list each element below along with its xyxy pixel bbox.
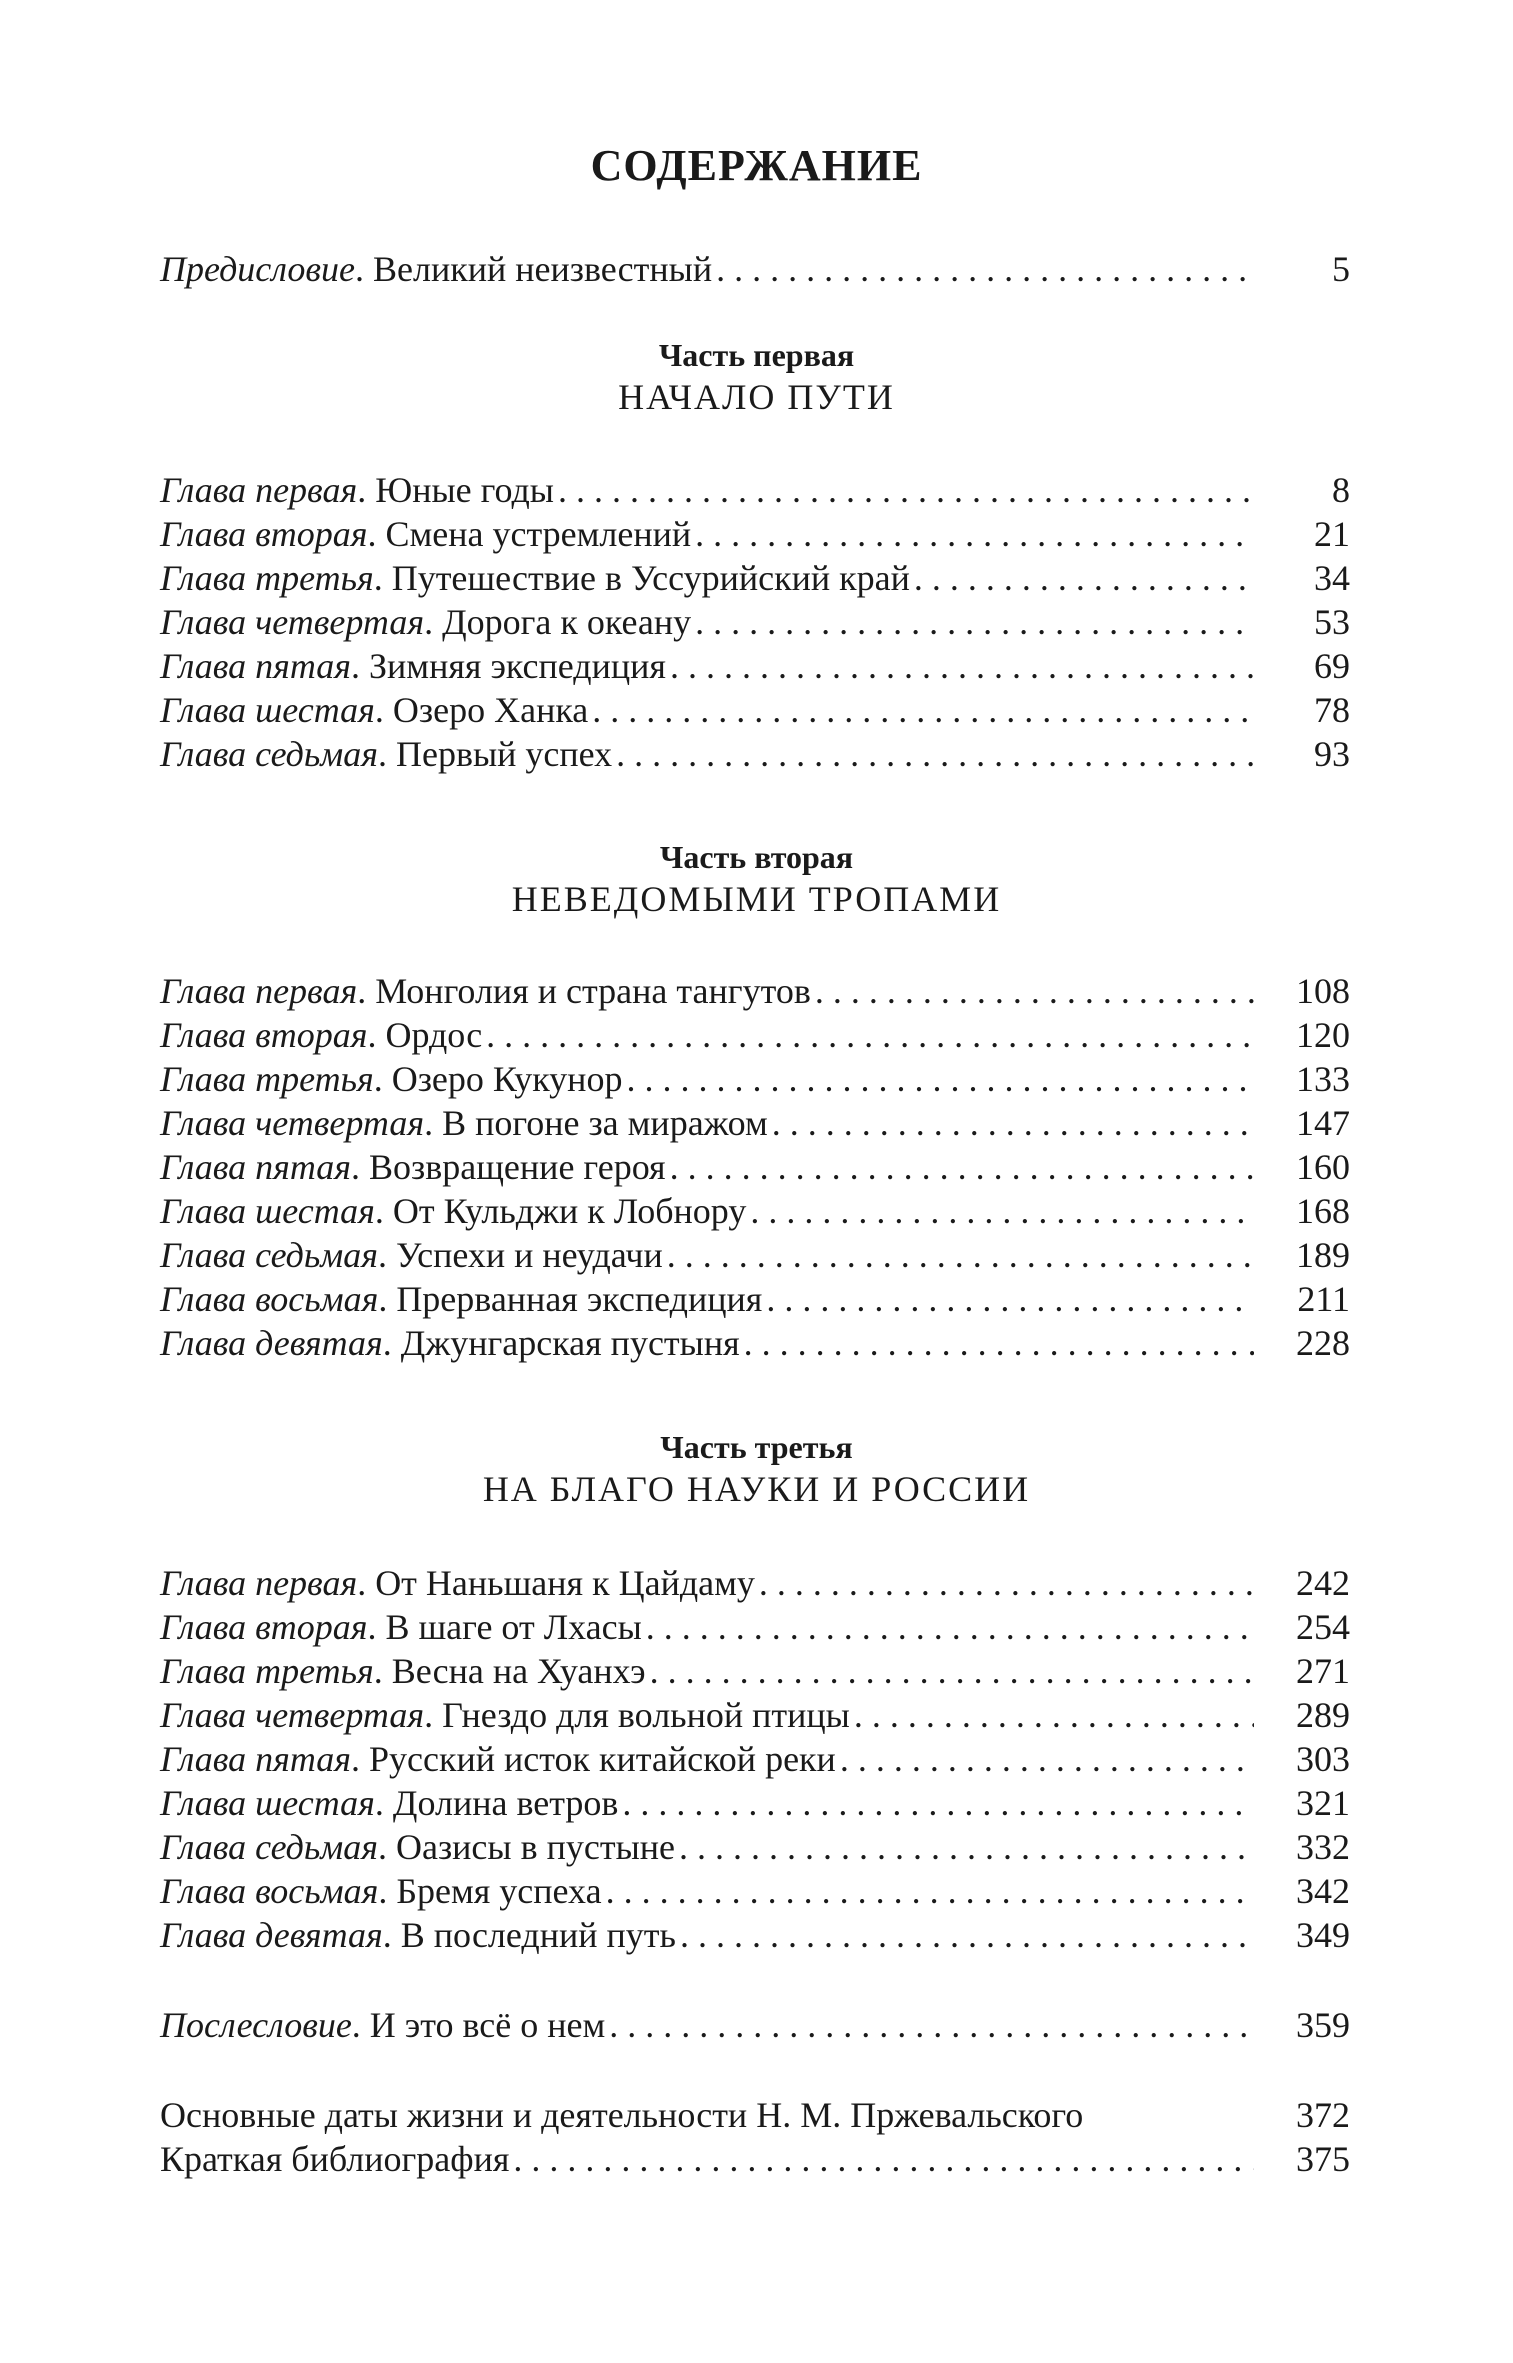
chapter-title: . Русский исток китайской реки bbox=[351, 1739, 836, 1779]
toc-row-chapter bbox=[160, 513, 1350, 557]
dot-leader bbox=[854, 1694, 1254, 1736]
afterword-block bbox=[160, 2004, 1350, 2048]
chapter-label: Глава четвертая bbox=[160, 1695, 425, 1735]
part-title: НЕВЕДОМЫМИ ТРОПАМИ bbox=[511, 879, 1002, 919]
toc-row-chapter bbox=[160, 1190, 1350, 1234]
page-number: 108 bbox=[1296, 971, 1350, 1011]
chapter-label: Глава вторая bbox=[160, 1015, 368, 1055]
chapter-title: . Озеро Ханка bbox=[374, 690, 589, 730]
chapter-label: Глава пятая bbox=[160, 1147, 351, 1187]
chapter-label: Глава седьмая bbox=[160, 734, 378, 774]
part-title: НАЧАЛО ПУТИ bbox=[618, 377, 895, 417]
page-number: 289 bbox=[1296, 1695, 1350, 1735]
toc-row-chapter bbox=[160, 1014, 1350, 1058]
toc-row-chapter bbox=[160, 557, 1350, 601]
page-number: 168 bbox=[1296, 1191, 1350, 1231]
chapter-label: Глава четвертая bbox=[160, 602, 425, 642]
preface-text: . Великий неизвестный bbox=[355, 249, 713, 289]
appendix-text: Краткая библиография bbox=[160, 2139, 510, 2179]
toc-row-chapter bbox=[160, 1606, 1350, 1650]
part-label: Часть вторая bbox=[659, 839, 854, 875]
chapter-label: Глава вторая bbox=[160, 514, 368, 554]
dot-leader bbox=[695, 601, 1254, 643]
page-title: СОДЕРЖАНИЕ bbox=[590, 141, 923, 190]
chapter-label: Глава первая bbox=[160, 1563, 358, 1603]
chapter-label: Глава вторая bbox=[160, 1607, 368, 1647]
dot-leader bbox=[650, 1650, 1254, 1692]
page-number: 5 bbox=[1332, 249, 1350, 289]
chapter-label: Глава шестая bbox=[160, 1783, 375, 1823]
toc-row-chapter bbox=[160, 733, 1350, 777]
page-number: 69 bbox=[1314, 646, 1350, 686]
toc-row-appendix bbox=[160, 2138, 1350, 2182]
toc-row-chapter bbox=[160, 1914, 1350, 1958]
chapter-title: . Зимняя экспедиция bbox=[351, 646, 666, 686]
chapter-label: Глава девятая bbox=[160, 1915, 383, 1955]
dot-leader bbox=[592, 689, 1254, 731]
dot-leader bbox=[750, 1190, 1254, 1232]
page-number: 349 bbox=[1296, 1915, 1350, 1955]
dot-leader bbox=[766, 1278, 1254, 1320]
chapter-title: . Весна на Хуанхэ bbox=[373, 1651, 646, 1691]
chapter-label: Глава первая bbox=[160, 971, 358, 1011]
page-number: 359 bbox=[1296, 2005, 1350, 2045]
chapter-title: . Ордос bbox=[367, 1015, 483, 1055]
chapter-title: . Долина ветров bbox=[374, 1783, 619, 1823]
page-number: 342 bbox=[1296, 1871, 1350, 1911]
toc-row-chapter bbox=[160, 1322, 1350, 1366]
chapter-title: . Озеро Кукунор bbox=[373, 1059, 623, 1099]
toc-row-chapter bbox=[160, 469, 1350, 513]
chapter-label: Глава пятая bbox=[160, 646, 351, 686]
page-number: 8 bbox=[1332, 470, 1350, 510]
dot-leader bbox=[716, 248, 1254, 290]
toc-row-chapter bbox=[160, 1562, 1350, 1606]
chapter-label: Глава седьмая bbox=[160, 1235, 378, 1275]
appendix-block bbox=[160, 2094, 1350, 2182]
preface-block bbox=[160, 248, 1350, 292]
part-heading-1 bbox=[0, 336, 1513, 420]
toc-row-chapter bbox=[160, 1146, 1350, 1190]
page-number: 321 bbox=[1296, 1783, 1350, 1823]
page-number: 78 bbox=[1314, 690, 1350, 730]
toc-row-chapter bbox=[160, 689, 1350, 733]
toc-row-chapter bbox=[160, 1738, 1350, 1782]
page-number: 242 bbox=[1296, 1563, 1350, 1603]
dot-leader bbox=[744, 1322, 1254, 1364]
dot-leader bbox=[840, 1738, 1254, 1780]
afterword-label: Послесловие bbox=[160, 2005, 352, 2045]
chapter-list-part-1 bbox=[160, 469, 1350, 777]
dot-leader bbox=[680, 1914, 1254, 1956]
page-number: 303 bbox=[1296, 1739, 1350, 1779]
chapter-title: . Возвращение героя bbox=[351, 1147, 666, 1187]
toc-row-appendix bbox=[160, 2094, 1350, 2138]
dot-leader bbox=[759, 1562, 1254, 1604]
chapter-title: . Оазисы в пустыне bbox=[377, 1827, 676, 1867]
chapter-title: . Прерванная экспедиция bbox=[378, 1279, 763, 1319]
toc-row-chapter bbox=[160, 1234, 1350, 1278]
chapter-title: . Джунгарская пустыня bbox=[382, 1323, 740, 1363]
dot-leader bbox=[914, 557, 1254, 599]
toc-row-chapter bbox=[160, 1278, 1350, 1322]
dot-leader bbox=[679, 1826, 1254, 1868]
page-number: 120 bbox=[1296, 1015, 1350, 1055]
dot-leader bbox=[670, 1146, 1254, 1188]
page-number: 332 bbox=[1296, 1827, 1350, 1867]
dot-leader bbox=[815, 970, 1254, 1012]
page-number: 93 bbox=[1314, 734, 1350, 774]
preface-label: Предисловие bbox=[160, 249, 356, 289]
chapter-title: . Бремя успеха bbox=[378, 1871, 602, 1911]
dot-leader bbox=[486, 1014, 1254, 1056]
part-label: Часть третья bbox=[660, 1429, 853, 1465]
page-number: 34 bbox=[1314, 558, 1350, 598]
chapter-label: Глава девятая bbox=[160, 1323, 383, 1363]
page-number: 147 bbox=[1296, 1103, 1350, 1143]
afterword-text: . И это всё о нем bbox=[351, 2005, 606, 2045]
toc-row-chapter bbox=[160, 1870, 1350, 1914]
chapter-list-part-3 bbox=[160, 1562, 1350, 1958]
dot-leader bbox=[558, 469, 1254, 511]
part-title: НА БЛАГО НАУКИ И РОССИИ bbox=[482, 1469, 1031, 1509]
toc-row-chapter bbox=[160, 1650, 1350, 1694]
toc-row-chapter bbox=[160, 1102, 1350, 1146]
chapter-title: . От Кульджи к Лобнору bbox=[374, 1191, 747, 1231]
dot-leader bbox=[616, 733, 1254, 775]
chapter-title: . От Наньшаня к Цайдаму bbox=[357, 1563, 755, 1603]
chapter-label: Глава шестая bbox=[160, 690, 375, 730]
dot-leader bbox=[609, 2004, 1254, 2046]
toc-row-chapter bbox=[160, 645, 1350, 689]
chapter-label: Глава седьмая bbox=[160, 1827, 378, 1867]
page-number: 372 bbox=[1296, 2095, 1350, 2135]
chapter-label: Глава четвертая bbox=[160, 1103, 425, 1143]
chapter-label: Глава пятая bbox=[160, 1739, 351, 1779]
chapter-title: . Юные годы bbox=[357, 470, 554, 510]
dot-leader bbox=[670, 645, 1254, 687]
dot-leader bbox=[622, 1782, 1254, 1824]
chapter-title: . Успехи и неудачи bbox=[377, 1235, 663, 1275]
chapter-title: . В шаге от Лхасы bbox=[367, 1607, 642, 1647]
toc-row-chapter bbox=[160, 601, 1350, 645]
page-number: 375 bbox=[1296, 2139, 1350, 2179]
page-number: 228 bbox=[1296, 1323, 1350, 1363]
chapter-label: Глава третья bbox=[160, 558, 374, 598]
page-number: 189 bbox=[1296, 1235, 1350, 1275]
part-label: Часть первая bbox=[658, 337, 855, 373]
dot-leader bbox=[646, 1606, 1254, 1648]
page-number: 133 bbox=[1296, 1059, 1350, 1099]
dot-leader bbox=[695, 513, 1254, 555]
dot-leader bbox=[513, 2138, 1254, 2180]
page-number: 21 bbox=[1314, 514, 1350, 554]
chapter-list-part-2 bbox=[160, 970, 1350, 1366]
chapter-title: . Монголия и страна тангутов bbox=[357, 971, 811, 1011]
page-number: 53 bbox=[1314, 602, 1350, 642]
page-number: 160 bbox=[1296, 1147, 1350, 1187]
page-number: 211 bbox=[1297, 1279, 1350, 1319]
chapter-label: Глава шестая bbox=[160, 1191, 375, 1231]
toc-row-afterword bbox=[160, 2004, 1350, 2048]
page-number: 254 bbox=[1296, 1607, 1350, 1647]
chapter-title: . В погоне за миражом bbox=[424, 1103, 768, 1143]
chapter-label: Глава третья bbox=[160, 1059, 374, 1099]
chapter-title: . Дорога к океану bbox=[424, 602, 692, 642]
toc-row-preface bbox=[160, 248, 1350, 292]
chapter-title: . Первый успех bbox=[377, 734, 613, 774]
chapter-label: Глава первая bbox=[160, 470, 358, 510]
chapter-title: . В последний путь bbox=[382, 1915, 676, 1955]
part-heading-2 bbox=[0, 838, 1513, 922]
toc-row-chapter bbox=[160, 1782, 1350, 1826]
dot-leader bbox=[772, 1102, 1254, 1144]
chapter-label: Глава восьмая bbox=[160, 1871, 379, 1911]
page-number: 271 bbox=[1296, 1651, 1350, 1691]
toc-row-chapter bbox=[160, 1826, 1350, 1870]
dot-leader bbox=[667, 1234, 1254, 1276]
dot-leader bbox=[626, 1058, 1254, 1100]
dot-leader bbox=[606, 1870, 1254, 1912]
toc-row-chapter bbox=[160, 970, 1350, 1014]
chapter-label: Глава третья bbox=[160, 1651, 374, 1691]
toc-row-chapter bbox=[160, 1058, 1350, 1102]
part-heading-3 bbox=[0, 1428, 1513, 1512]
chapter-title: . Смена устремлений bbox=[367, 514, 692, 554]
chapter-title: . Гнездо для вольной птицы bbox=[424, 1695, 850, 1735]
toc-row-chapter bbox=[160, 1694, 1350, 1738]
chapter-title: . Путешествие в Уссурийский край bbox=[373, 558, 910, 598]
appendix-text: Основные даты жизни и деятельности Н. М. Пржевальского bbox=[160, 2095, 1084, 2135]
chapter-label: Глава восьмая bbox=[160, 1279, 379, 1319]
